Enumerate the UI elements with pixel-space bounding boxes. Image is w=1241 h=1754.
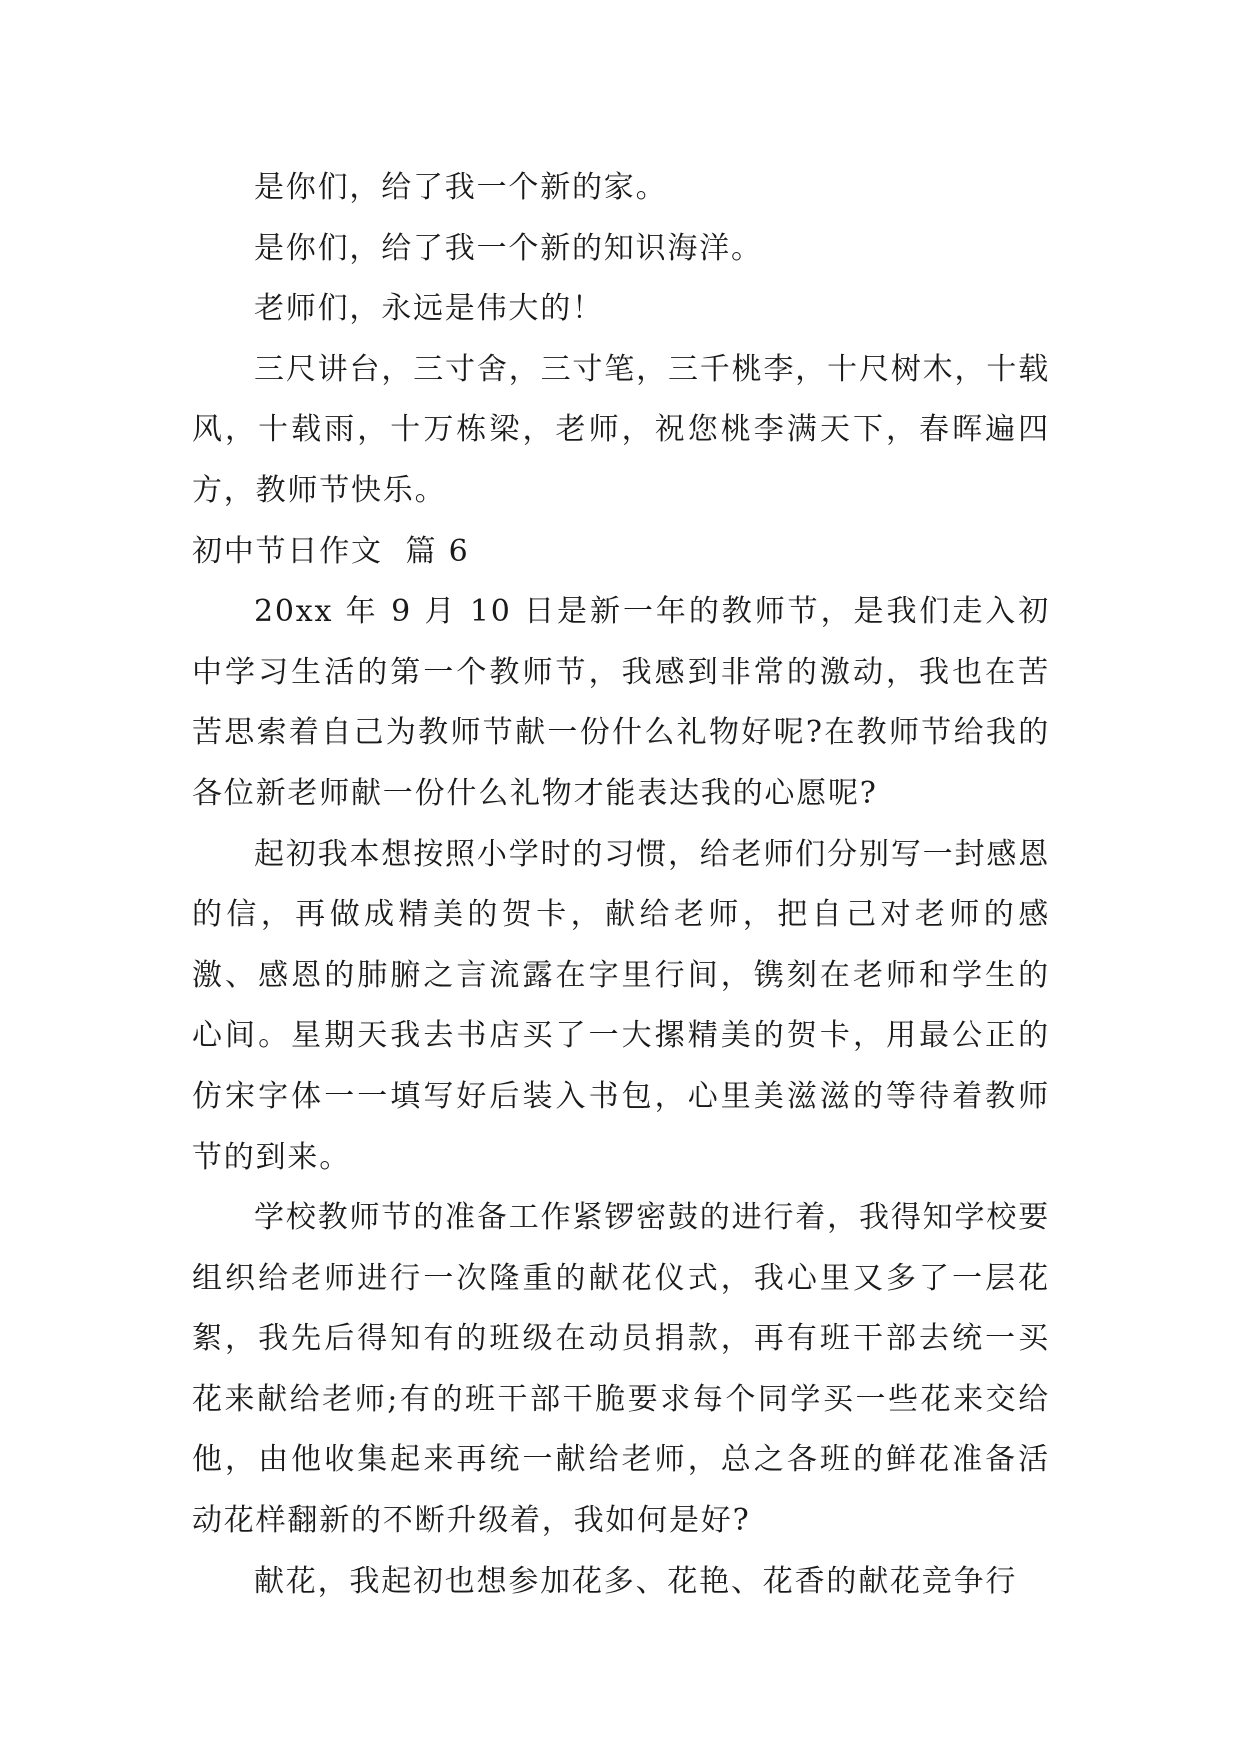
paragraph: 起初我本想按照小学时的习惯，给老师们分别写一封感恩的信，再做成精美的贺卡，献给老师，把自己对老师的感激、感恩的肺腑之言流露在字里行间，镌刻在老师和学生的心间。星期天我去书店买了一大摞精美的贺卡，用最公正的仿宋字体一一填写好后装入书包，心里美滋滋的等待着教师节的到来。 — [192, 836, 1050, 1175]
document-body — [192, 158, 1050, 1612]
paragraph: 是你们，给了我一个新的知识海洋。 — [254, 230, 763, 266]
paragraph: 三尺讲台，三寸舍，三寸笔，三千桃李，十尺树木，十载风，十载雨，十万栋梁，老师，祝您桃李满天下，春晖遍四方，教师节快乐。 — [192, 351, 1050, 508]
paragraph: 是你们，给了我一个新的家。 — [254, 170, 668, 205]
section-heading: 初中节日作文 篇 6 — [192, 533, 470, 569]
paragraph: 献花，我起初也想参加花多、花艳、花香的献花竞争行 — [254, 1563, 1018, 1599]
paragraph: 学校教师节的准备工作紧锣密鼓的进行着，我得知学校要组织给老师进行一次隆重的献花仪式，我心里又多了一层花絮，我先后得知有的班级在动员捐款，再有班干部去统一买花来献给老师;有的班干部干脆要求每个同学买一些花来交给他，由他收集起来再统一献给老师，总之各班的鲜花准备活动花样翻新的不断升级着，我如何是好? — [192, 1200, 1050, 1539]
paragraph: 老师们，永远是伟大的！ — [254, 291, 604, 327]
paragraph: 20xx 年 9 月 10 日是新一年的教师节，是我们走入初中学习生活的第一个教师节，我感到非常的激动，我也在苦苦思索着自己为教师节献一份什么礼物好呢?在教师节给我的各位新老师献一份什么礼物才能表达我的心愿呢? — [192, 594, 1050, 811]
